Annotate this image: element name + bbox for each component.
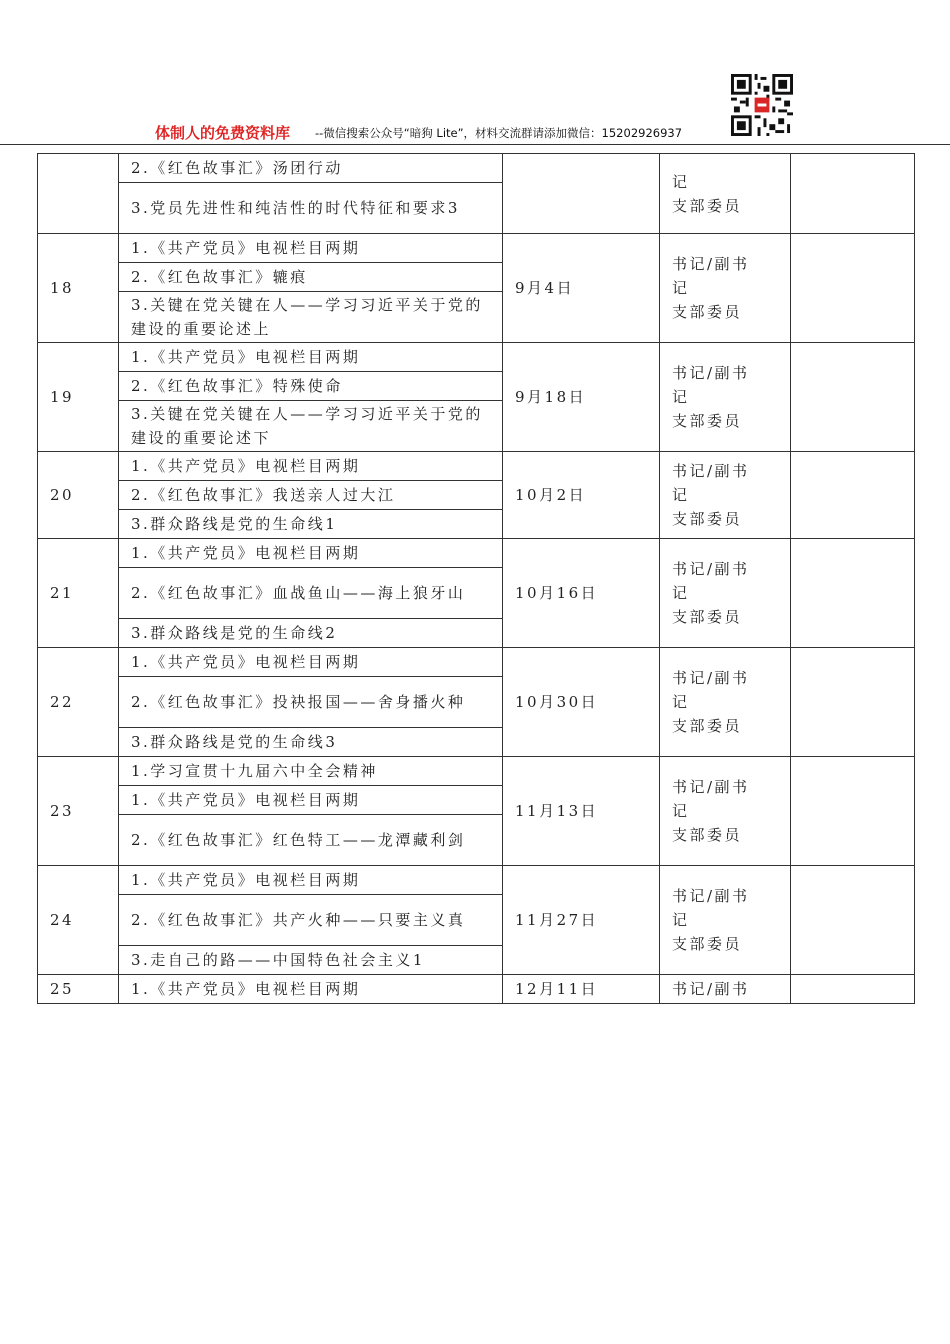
page-header (0, 118, 950, 144)
topic-cell: 2.《红色故事汇》汤团行动 (119, 154, 503, 183)
table-row (38, 234, 915, 263)
person-cell (660, 154, 791, 234)
person-line: 书记/副书 (672, 980, 750, 998)
topic-cell: 2.《红色故事汇》我送亲人过大江 (119, 481, 503, 510)
person-line: 支部委员 (672, 717, 743, 735)
person-line: 记 (672, 388, 690, 406)
note-cell (791, 539, 915, 648)
topic-cell: 2.《红色故事汇》投袂报国——舍身播火种 (119, 677, 503, 728)
topic-cell: 3.走自己的路——中国特色社会主义1 (119, 946, 503, 975)
row-number: 23 (38, 757, 119, 866)
table-row (38, 975, 915, 1004)
person-cell (660, 975, 791, 1004)
row-number: 24 (38, 866, 119, 975)
date-cell: 9月4日 (503, 234, 660, 343)
topic-cell: 3.群众路线是党的生命线3 (119, 728, 503, 757)
date-cell: 10月30日 (503, 648, 660, 757)
person-line: 书记/副书 (672, 255, 750, 273)
date-cell: 12月11日 (503, 975, 660, 1004)
table-row (38, 452, 915, 481)
topic-cell: 3.党员先进性和纯洁性的时代特征和要求3 (119, 183, 503, 234)
person-line: 记 (672, 279, 690, 297)
person-line: 记 (672, 693, 690, 711)
topic-cell: 1.《共产党员》电视栏目两期 (119, 786, 503, 815)
date-cell: 9月18日 (503, 343, 660, 452)
person-line: 支部委员 (672, 196, 743, 215)
note-cell (791, 975, 915, 1004)
person-cell (660, 539, 791, 648)
note-cell (791, 343, 915, 452)
note-cell (791, 234, 915, 343)
person-line: 记 (672, 172, 690, 191)
schedule-table (37, 153, 915, 1004)
person-cell (660, 234, 791, 343)
topic-cell: 2.《红色故事汇》辘痕 (119, 263, 503, 292)
person-line: 支部委员 (672, 412, 743, 430)
person-line: 记 (672, 584, 690, 602)
row-number: 18 (38, 234, 119, 343)
table-row (38, 539, 915, 568)
person-line: 书记/副书 (672, 462, 750, 480)
person-cell (660, 648, 791, 757)
topic-cell: 3.群众路线是党的生命线1 (119, 510, 503, 539)
table-row (38, 154, 915, 183)
row-number: 20 (38, 452, 119, 539)
person-cell (660, 757, 791, 866)
row-number: 22 (38, 648, 119, 757)
date-cell: 10月2日 (503, 452, 660, 539)
topic-cell: 1.《共产党员》电视栏目两期 (119, 343, 503, 372)
person-line: 支部委员 (672, 935, 743, 953)
date-cell: 10月16日 (503, 539, 660, 648)
row-number: 25 (38, 975, 119, 1004)
person-line: 记 (672, 802, 690, 820)
note-cell (791, 154, 915, 234)
person-line: 支部委员 (672, 510, 743, 528)
table-row (38, 343, 915, 372)
topic-cell: 1.《共产党员》电视栏目两期 (119, 866, 503, 895)
person-line: 记 (672, 911, 690, 929)
note-cell (791, 757, 915, 866)
topic-cell: 1.《共产党员》电视栏目两期 (119, 648, 503, 677)
qr-code-icon (731, 74, 793, 136)
topic-cell: 2.《红色故事汇》共产火种——只要主义真 (119, 895, 503, 946)
note-cell (791, 648, 915, 757)
row-number: 19 (38, 343, 119, 452)
person-line: 支部委员 (672, 608, 743, 626)
topic-cell: 1.《共产党员》电视栏目两期 (119, 452, 503, 481)
person-line: 支部委员 (672, 303, 743, 321)
topic-cell: 1.学习宣贯十九届六中全会精神 (119, 757, 503, 786)
person-line: 支部委员 (672, 826, 743, 844)
note-cell (791, 452, 915, 539)
person-line: 书记/副书 (672, 887, 750, 905)
header-note: --微信搜索公众号“暗狗 Lite”，材料交流群请添加微信：15202926937 (315, 126, 683, 140)
topic-cell: 2.《红色故事汇》特殊使命 (119, 372, 503, 401)
topic-cell: 1.《共产党员》电视栏目两期 (119, 975, 503, 1004)
topic-cell: 1.《共产党员》电视栏目两期 (119, 539, 503, 568)
person-line: 书记/副书 (672, 560, 750, 578)
person-line: 记 (672, 486, 690, 504)
date-cell: 11月27日 (503, 866, 660, 975)
row-number (38, 154, 119, 234)
person-line: 书记/副书 (672, 364, 750, 382)
table-row (38, 866, 915, 895)
table-row (38, 757, 915, 786)
note-cell (791, 866, 915, 975)
person-cell (660, 452, 791, 539)
person-cell (660, 866, 791, 975)
topic-cell: 2.《红色故事汇》红色特工——龙潭藏利剑 (119, 815, 503, 866)
topic-cell: 3.关键在党关键在人——学习习近平关于党的建设的重要论述下 (119, 401, 503, 452)
table-row (38, 648, 915, 677)
date-cell: 11月13日 (503, 757, 660, 866)
date-cell (503, 154, 660, 234)
person-line: 书记/副书 (672, 669, 750, 687)
person-line: 书记/副书 (672, 778, 750, 796)
topic-cell: 1.《共产党员》电视栏目两期 (119, 234, 503, 263)
header-rule (0, 144, 950, 145)
header-brand: 体制人的免费资料库 (155, 124, 291, 142)
row-number: 21 (38, 539, 119, 648)
topic-cell: 2.《红色故事汇》血战鱼山——海上狼牙山 (119, 568, 503, 619)
person-cell (660, 343, 791, 452)
topic-cell: 3.关键在党关键在人——学习习近平关于党的建设的重要论述上 (119, 292, 503, 343)
topic-cell: 3.群众路线是党的生命线2 (119, 619, 503, 648)
